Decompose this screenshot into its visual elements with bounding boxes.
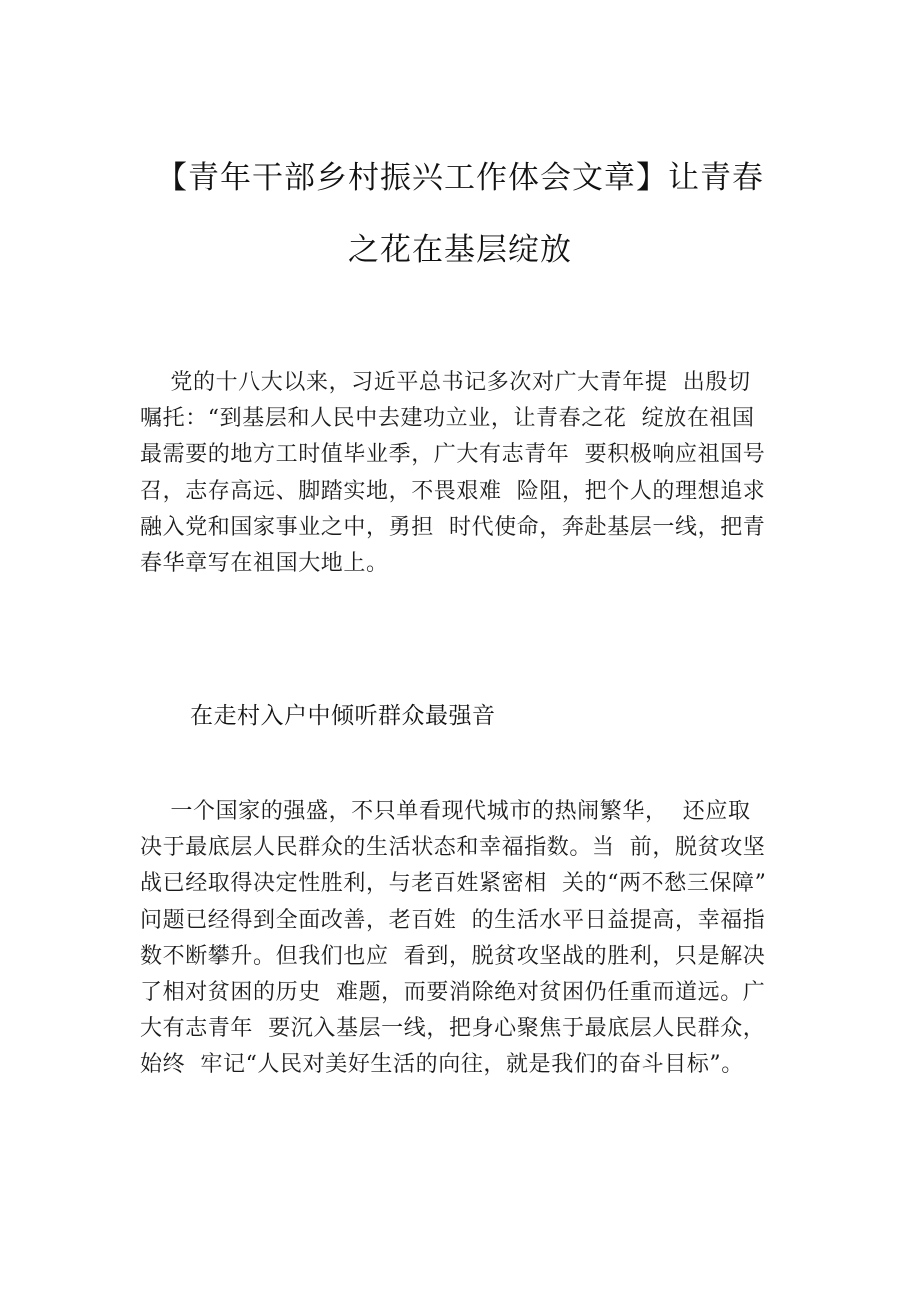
paragraph-line: 决于最底层人民群众的生活状态和幸福指数。当 前，脱贫攻坚 — [140, 835, 766, 861]
paragraph-line: 嘱托：“到基层和人民中去建功立业，让青春之花 绽放在祖国 — [140, 406, 755, 432]
paragraph-line: 春华章写在祖国大地上。 — [140, 550, 389, 576]
paragraph-line: 问题已经得到全面改善，老百姓 的生活水平日益提高，幸福指 — [140, 907, 766, 933]
paragraph-line: 最需要的地方工时值毕业季，广大有志青年 要积极响应祖国号 — [140, 442, 766, 468]
paragraph-section-1 — [140, 794, 800, 1084]
paragraph-line: 召，志存高远、脚踏实地，不畏艰难 险阻，把个人的理想追求 — [140, 478, 766, 504]
paragraph-line: 融入党和国家事业之中，勇担 时代使命，奔赴基层一线，把青 — [140, 514, 766, 540]
document-title-line-1: 【青年干部乡村振兴工作体会文章】让青春 — [156, 160, 764, 196]
paragraph-intro — [140, 365, 800, 582]
paragraph-line: 大有志青年 要沉入基层一线，把身心聚焦于最底层人民群众， — [140, 1016, 766, 1042]
paragraph-line: 战已经取得决定性胜利，与老百姓紧密相 关的“两不愁三保障” — [140, 871, 767, 897]
document-title-line-2: 之花在基层绽放 — [348, 232, 572, 268]
paragraph-line: 一个国家的强盛，不只单看现代城市的热闹繁华， 还应取 — [140, 799, 751, 824]
paragraph-line: 数不断攀升。但我们也应 看到，脱贫攻坚战的胜利，只是解决 — [140, 943, 766, 969]
paragraph-line: 党的十八大以来，习近平总书记多次对广大青年提 出殷切 — [140, 370, 751, 395]
section-heading: 在走村入户中倾听群众最强音 — [190, 703, 496, 729]
paragraph-line: 了相对贫困的历史 难题，而要消除绝对贫困仍任重而道远。广 — [140, 979, 766, 1005]
paragraph-line: 始终 牢记“人民对美好生活的向往，就是我们的奋斗目标”。 — [140, 1052, 744, 1078]
